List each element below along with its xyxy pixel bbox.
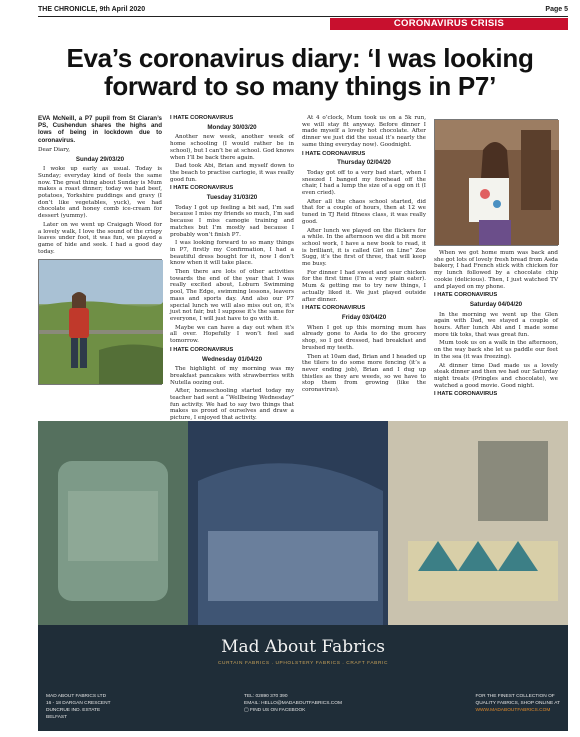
photo-girl-with-drawing xyxy=(434,119,558,246)
paragraph: I was looking forward to so many things in P7, firstly my Confirmation, I had a beautiful dress bought for it, now I don’t know when it will take place. xyxy=(170,240,294,267)
paragraph: For dinner I had sweet and sour chicken for the first time (I’m a very plain eater). Mum & getting me to try new things, I actually liked it. We just played outside after dinner. xyxy=(302,269,426,303)
advert-footer xyxy=(46,693,560,721)
paragraph: When we got home mum was back and she got lots of lovely fresh bread from Asda bakery, I had French stick with chicken for my lunch followed by a chocolate chip cookie (delicious). Then, I just watched TV and played on my phone. xyxy=(434,250,558,290)
advert-brand: Mad About Fabrics xyxy=(221,637,385,657)
girl-indoor-illustration xyxy=(435,120,559,245)
refrain: I HATE CORONAVIRUS xyxy=(170,185,234,192)
advert-facebook xyxy=(244,707,342,714)
refrain: I HATE CORONAVIRUS xyxy=(302,305,366,312)
diary-date-wednesday: Wednesday 01/04/20 xyxy=(201,355,263,363)
paragraph: Later on we went up Craigagh Wood for a lovely walk, I love the sound of the crispy leaves under foot, it was fun, we played a game of hide and seek. I had a good day today. xyxy=(38,221,162,255)
advert-website: WWW.MADABOUTFABRICS.COM xyxy=(475,708,551,713)
refrain: I HATE CORONAVIRUS xyxy=(170,115,234,121)
address-line: DUNCRUE IND. ESTATE xyxy=(46,708,101,713)
section-banner: CORONAVIRUS CRISIS xyxy=(330,18,568,30)
facebook-label: FIND US ON FACEBOOK xyxy=(249,708,306,713)
paragraph: Dad took Abi, Brian and myself down to the beach to practise cartogie, it was really good fun. xyxy=(170,163,294,183)
paragraph: Then there are lots of other activities towards the end of the year that I was really excited about, Loburn Swimming pool, The Edge, swimming lessons, leavers mass and sports day. And also our P7 special lunch we will also miss out on, it’s just not fair, but I suppose it’s the same for everyone, I will just have to go with it. xyxy=(170,269,294,322)
paragraph: When I got up this morning mum has already gone to Asda to do the grocery shop, so I got dressed, had breakfast and brushed my teeth. xyxy=(302,324,426,351)
paragraph: After all the chaos school started, did that for a couple of hours, then at 12 we tuned in TJ Reid fitness class, it was really good. xyxy=(302,198,426,225)
diary-date-sunday: Sunday 29/03/20 xyxy=(75,155,125,163)
refrain: I HATE CORONAVIRUS xyxy=(170,346,234,353)
paragraph: Maybe we can have a day out when it’s all over. Hopefully I won’t feel sad tomorrow. xyxy=(170,324,294,345)
article-lead: EVA McNeill, a P7 pupil from St Ciaran’s PS, Cushendun shares the highs and lows of being in lockdown due to coronavirus. xyxy=(38,115,162,144)
paragraph: The highlight of my morning was my breakfast pancakes with strawberries with Nutella oozing out. xyxy=(170,366,294,386)
paragraph: After lunch we played on the flickers for a while. In the afternoon we did a bit more school work, I have a new book to read, it is brilliant, it is called Girl on Line” Zoe Sugg, it’s the first of three, that will keep me busy. xyxy=(302,227,426,268)
online-line: FOR THE FINEST COLLECTION OF xyxy=(475,694,555,699)
paragraph: Today got off to a very bad start, when I sneezed I banged my forehead off the chair, I had a lump the size of a egg on it (I even cried). xyxy=(302,169,426,197)
column-4 xyxy=(434,115,558,415)
advert-photo-furniture xyxy=(38,421,568,625)
advert-address xyxy=(46,693,111,721)
column-2 xyxy=(170,115,294,422)
page-header xyxy=(38,2,568,16)
address-line: 16 - 18 DARGAN CRESCENT xyxy=(46,701,111,706)
refrain: I HATE CORONAVIRUS xyxy=(434,391,498,398)
girl-outdoor-illustration xyxy=(39,260,163,384)
column-3 xyxy=(302,115,426,415)
facebook-icon: ▢ xyxy=(244,708,249,713)
paragraph: Then at 10am dad, Brian and I headed up the tilers to do some more fencing (it’s a never ending job), Brian and I dug up thistles as they are weeds, so we have to stop them from growing (like the coronavirus). xyxy=(302,353,426,394)
advert-contact xyxy=(244,693,342,721)
publication-date: THE CHRONICLE, 9th April 2020 xyxy=(38,5,146,13)
diary-date-tuesday: Tuesday 31/03/20 xyxy=(206,194,258,202)
fabric-advert xyxy=(38,421,568,731)
diary-date-thursday: Thursday 02/04/20 xyxy=(337,159,391,167)
paragraph: I woke up early as usual. Today is Sunday; everyday kind of feels the same now. The great thing about Sunday is Mum makes a roast dinner; today we had beef, potatoes, Yorkshire puddings and gravy (I don’t like vegetables, yuck), we had chocolate and honey comb ice-cream for dessert (yummy). xyxy=(38,166,162,220)
paragraph: Today I got up feeling a bit sad, I’m sad because I miss my friends so much, I’m sad because I miss camogie training and matches but I’m mostly sad because I probably won’t finish P7. xyxy=(170,204,294,238)
advert-online xyxy=(475,693,560,721)
diary-date-friday: Friday 03/04/20 xyxy=(341,313,387,321)
address-line: BELFAST xyxy=(46,715,68,720)
article-body xyxy=(38,115,568,422)
page-number: Page 5 xyxy=(545,5,568,13)
paragraph: At 4 o’clock, Mum took us on a 5k run, we will stay fit anyway. Before dinner I made myself a lovely hot chocolate. After dinner we just did the usual it’s nearly the same thing everyday now). Goodnight. xyxy=(302,115,426,148)
header-rule xyxy=(38,16,568,17)
paragraph: After, homeschooling started today my teacher had sent a “Wellbeing Wednesday” fun activity. We had to say two things that makes us proud of ourselves and draw a picture, I enjoyed that activity. xyxy=(170,388,294,422)
diary-date-monday: Monday 30/03/20 xyxy=(207,123,257,131)
diary-date-saturday: Saturday 04/04/20 xyxy=(469,300,523,308)
refrain: I HATE CORONAVIRUS xyxy=(302,150,366,157)
advert-tagline: CURTAIN FABRICS . UPHOLSTERY FABRICS . CRAFT FABRIC xyxy=(217,661,389,666)
paragraph: In the morning we went up the Glen again with Dad, we stayed a couple of hours. After lunch Abi and I made some more tik toks, that was great fun. xyxy=(434,311,558,338)
article-headline: Eva’s coronavirus diary: ‘I was looking forward to so many things in P7’ xyxy=(66,43,534,101)
photo-girl-in-field xyxy=(38,259,162,385)
greeting: Dear Diary, xyxy=(38,146,71,153)
column-1 xyxy=(38,115,162,415)
advert-email: EMAIL: HELLO@MADABOUTFABRICS.COM xyxy=(244,701,342,706)
paragraph: Mum took us on a walk in the afternoon, on the way back she let us paddle our feet in the sea (it was freezing). xyxy=(434,340,558,360)
refrain: I HATE CORONAVIRUS xyxy=(434,292,498,299)
paragraph: At dinner time Dad made us a lovely steak dinner and then we had our Saturday night treats (Pringles and chocolate), we watched a good movie. Good night. xyxy=(434,362,558,389)
paragraph: Another new week, another week of home schooling (I would rather be in school), but I can’t be at school. God knows when I’ll be back there again. xyxy=(170,134,294,161)
advert-telephone: TEL: 02890 370 390 xyxy=(244,694,288,699)
online-line: QUALITY FABRICS, SHOP ONLINE AT xyxy=(475,701,560,706)
fabric-collage-illustration xyxy=(38,421,568,625)
address-line: MAD ABOUT FABRICS LTD xyxy=(46,694,107,699)
